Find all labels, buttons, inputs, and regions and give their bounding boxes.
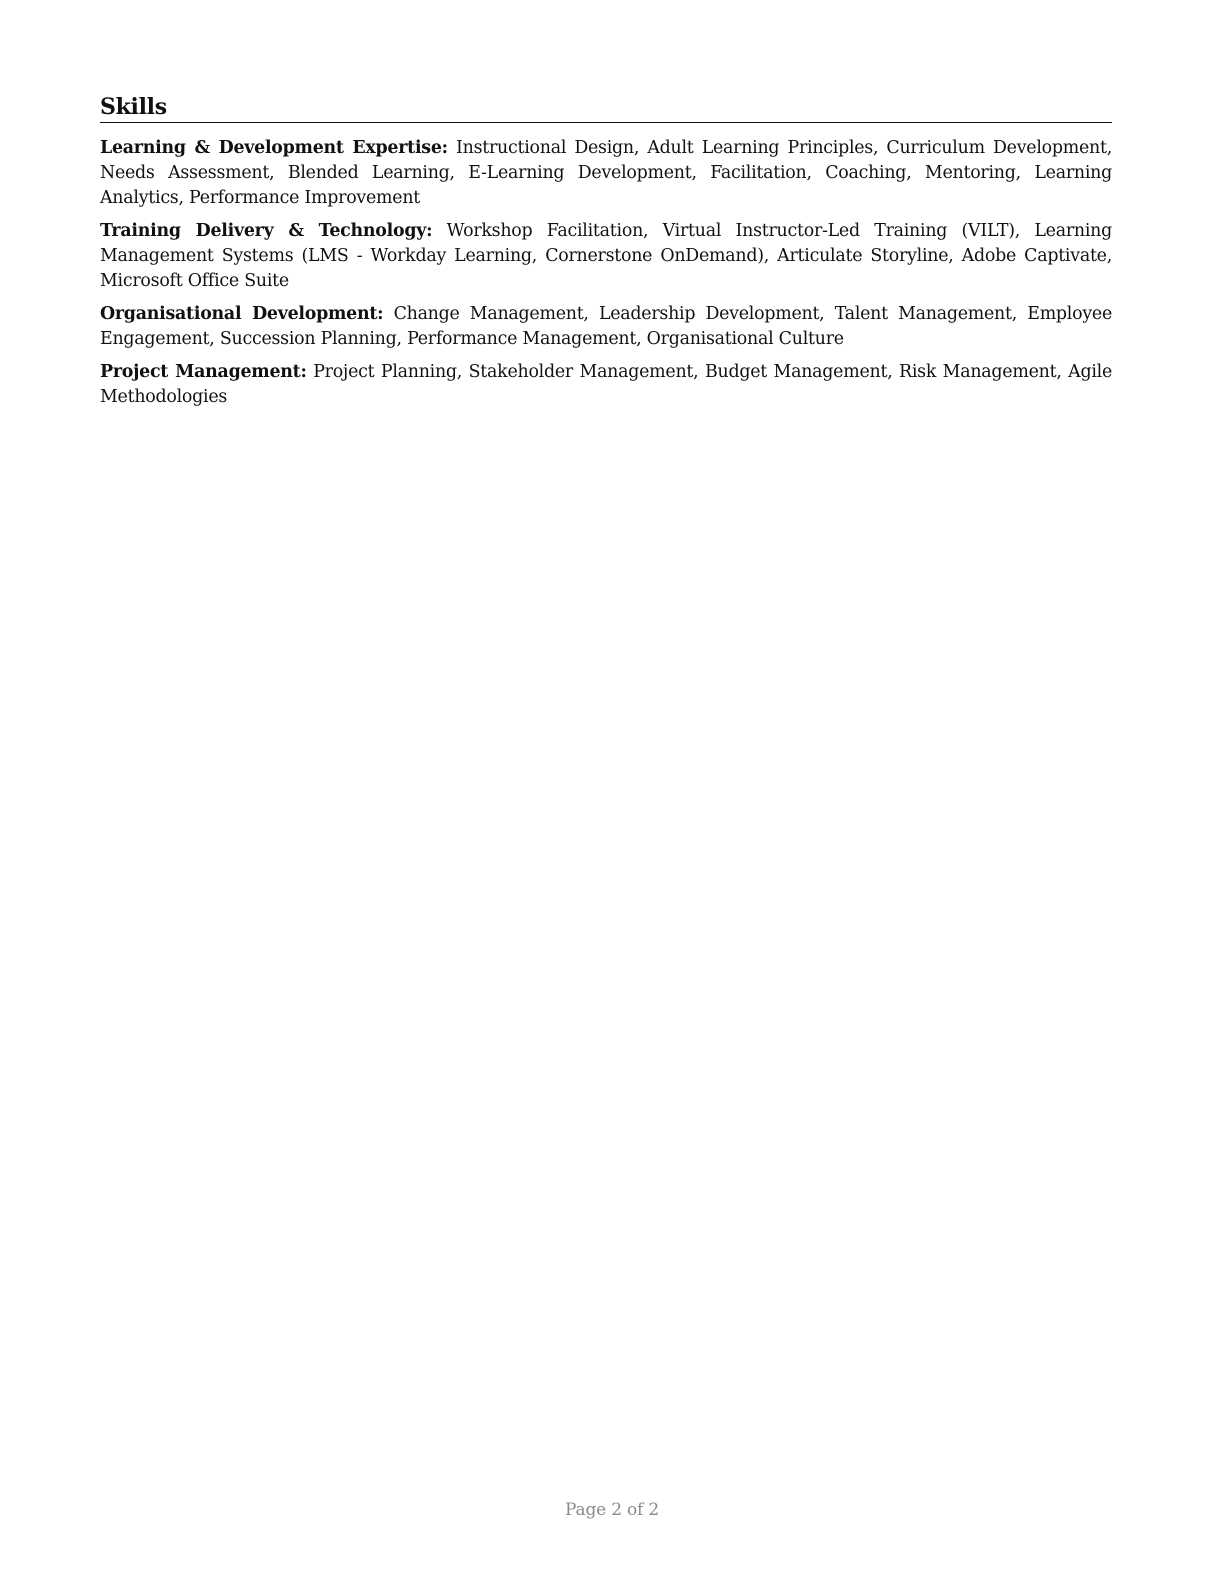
skill-item-project-management (100, 360, 1112, 410)
skill-label: Training Delivery & Technology: (100, 221, 433, 241)
skills-list (100, 136, 1112, 410)
skill-label: Organisational Development: (100, 304, 384, 324)
skill-text: Change Management, Leadership Development, Talent Management, Employee Engagement, Succession Planning, Performance Management, Organisational Culture (100, 304, 1113, 349)
page-number: Page 2 of 2 (565, 1500, 659, 1520)
skill-text: Instructional Design, Adult Learning Principles, Curriculum Development, Needs Assessment, Blended Learning, E-Learning Development, Facilitation, Coaching, Mentoring, Learning Analytics, Performance Improvement (100, 138, 1113, 208)
skill-item-training-delivery (100, 219, 1112, 294)
resume-page (100, 92, 1112, 418)
skill-label: Project Management: (100, 362, 307, 382)
skill-text: Workshop Facilitation, Virtual Instructor-Led Training (VILT), Learning Management Systems (LMS - Workday Learning, Cornerstone OnDemand), Articulate Storyline, Adobe Captivate, Microsoft Office Suite (100, 221, 1112, 291)
skill-item-organisational-development (100, 302, 1112, 352)
skill-label: Learning & Development Expertise: (100, 138, 448, 158)
section-title-skills: Skills (100, 92, 1112, 123)
skill-item-learning-development (100, 136, 1112, 211)
skill-text: Project Planning, Stakeholder Management, Budget Management, Risk Management, Agile Methodologies (100, 362, 1113, 407)
